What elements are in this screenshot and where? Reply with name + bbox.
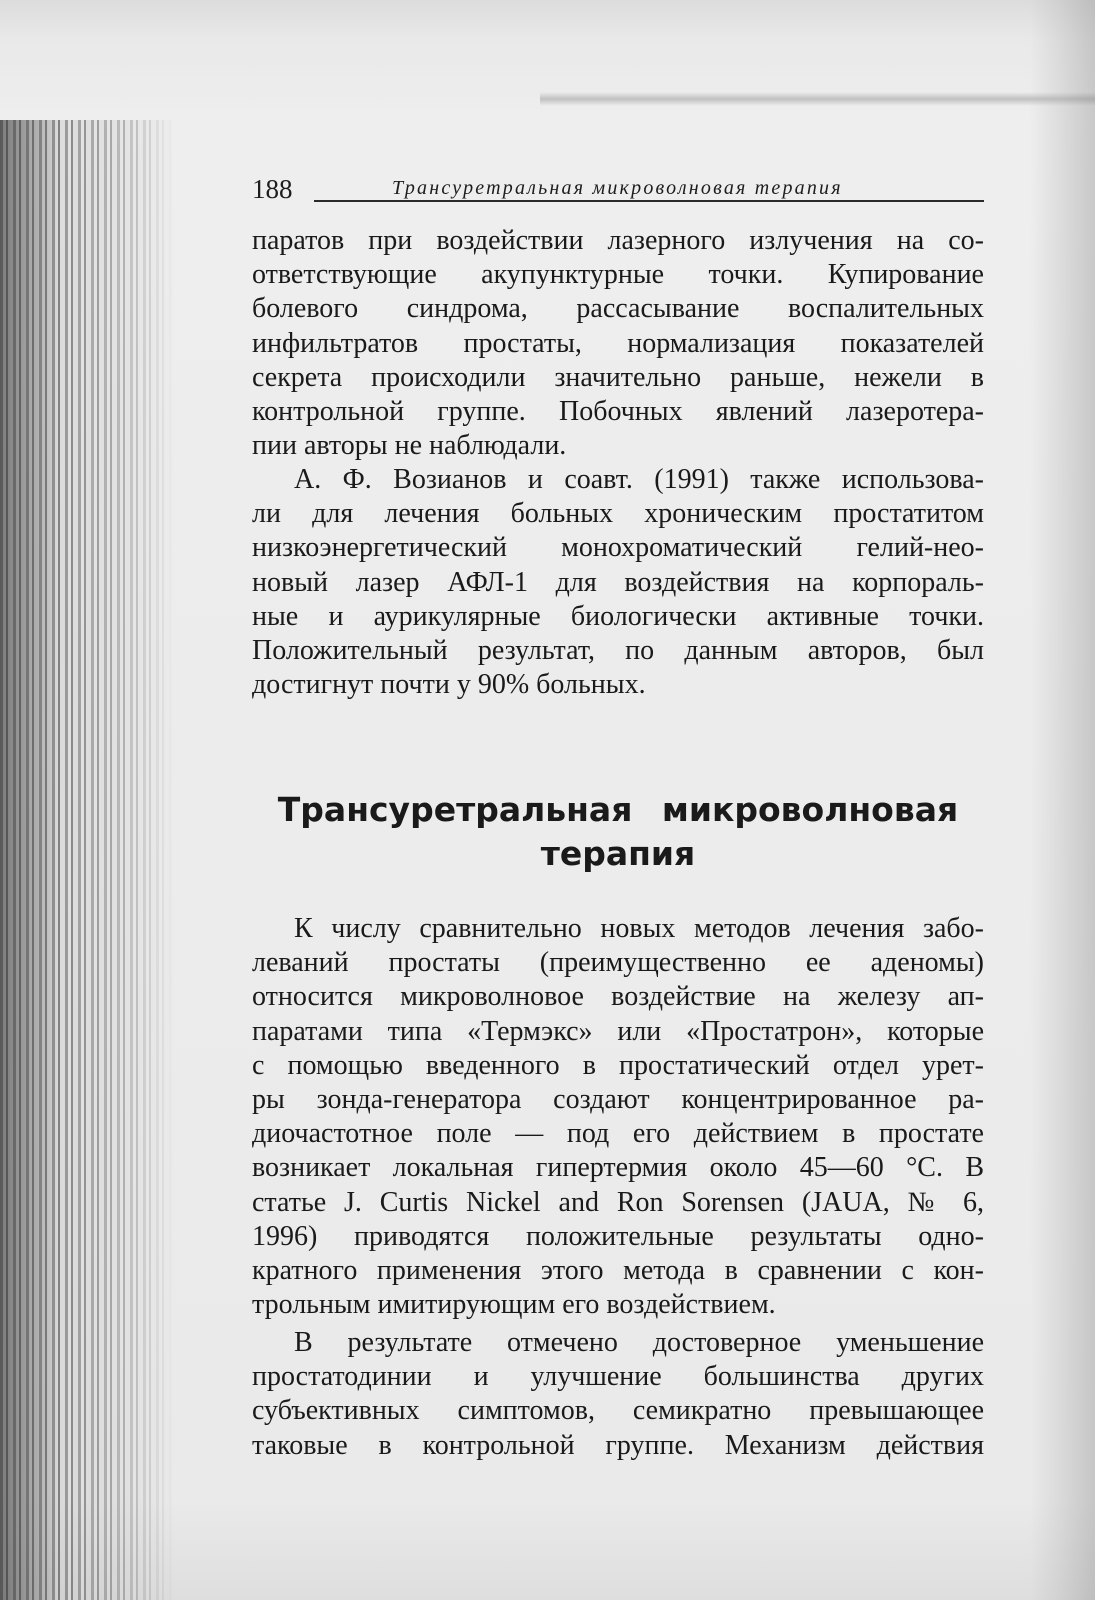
text-line: пии авторы не наблюдали. — [252, 430, 567, 462]
text-line: статье J. Curtis Nickel and Ron Sorensen (JAUA, № 6, — [252, 1186, 984, 1218]
section-heading — [252, 788, 984, 876]
text-line: ли для лечения больных хроническим простатитом — [252, 498, 984, 530]
text-line: субъективных симптомов, семикратно превышающее — [252, 1395, 984, 1427]
text-line: трольным имитирующим его воздействием. — [252, 1289, 776, 1321]
text-line: 1996) приводятся положительные результаты одно- — [252, 1220, 984, 1252]
text-line: диочастотное поле — под его действием в простате — [252, 1118, 984, 1150]
running-title: Трансуретральная микроволновая терапия — [392, 177, 843, 199]
text-line: достигнут почти у 90% больных. — [252, 669, 646, 701]
book-spine-dark-edge — [0, 120, 60, 1600]
text-line: контрольной группе. Побочных явлений лазеротера- — [252, 395, 984, 427]
text-line: В результате отмечено достоверное уменьшение — [294, 1327, 984, 1358]
text-line: леваний простаты (преимущественно ее аденомы) — [252, 947, 984, 979]
section-heading-line-1: Трансуретральная микроволновая — [277, 790, 959, 829]
text-line: относится микроволновое воздействие на железу ап- — [252, 981, 984, 1013]
running-header — [252, 172, 984, 206]
text-line: кратного применения этого метода в сравнении с кон- — [252, 1254, 984, 1286]
text-line: ные и аурикулярные биологически активные точки. — [252, 600, 984, 632]
text-line: таковые в контрольной группе. Механизм действия — [252, 1429, 984, 1461]
page-number: 188 — [252, 174, 293, 204]
text-line: паратами типа «Термэкс» или «Простатрон», которые — [252, 1015, 984, 1047]
text-line: простатодинии и улучшение большинства других — [252, 1361, 984, 1393]
text-line: инфильтратов простаты, нормализация показателей — [252, 327, 984, 359]
text-line: новый лазер АФЛ-1 для воздействия на корпораль- — [252, 566, 984, 598]
paragraph-1 — [252, 224, 984, 463]
text-line: с помощью введенного в простатический отдел урет- — [252, 1049, 984, 1081]
text-line: низкоэнергетический монохроматический гелий-нео- — [252, 532, 984, 564]
text-line: паратов при воздействии лазерного излучения на со- — [252, 225, 984, 256]
text-line: возникает локальная гипертермия около 45—60 °С. В — [252, 1152, 984, 1184]
header-rule — [314, 200, 984, 202]
page-right-edge-shadow — [1030, 0, 1095, 1600]
text-line: Положительный результат, по данным авторов, был — [252, 634, 984, 666]
text-line: секрета происходили значительно раньше, нежели в — [252, 361, 984, 393]
paragraph-4 — [252, 1326, 984, 1463]
text-line: ры зонда-генератора создают концентрированное ра- — [252, 1083, 984, 1115]
text-line: А. Ф. Возианов и соавт. (1991) также использова- — [294, 464, 984, 495]
paragraph-2 — [252, 463, 984, 702]
text-line: ответствующие акупунктурные точки. Купирование — [252, 259, 984, 291]
text-line: К числу сравнительно новых методов лечения забо- — [294, 913, 984, 944]
section-heading-line-2: терапия — [540, 834, 696, 873]
page-top-edge-shadow — [540, 92, 1095, 106]
paragraph-3 — [252, 912, 984, 1322]
text-line: болевого синдрома, рассасывание воспалительных — [252, 293, 984, 325]
